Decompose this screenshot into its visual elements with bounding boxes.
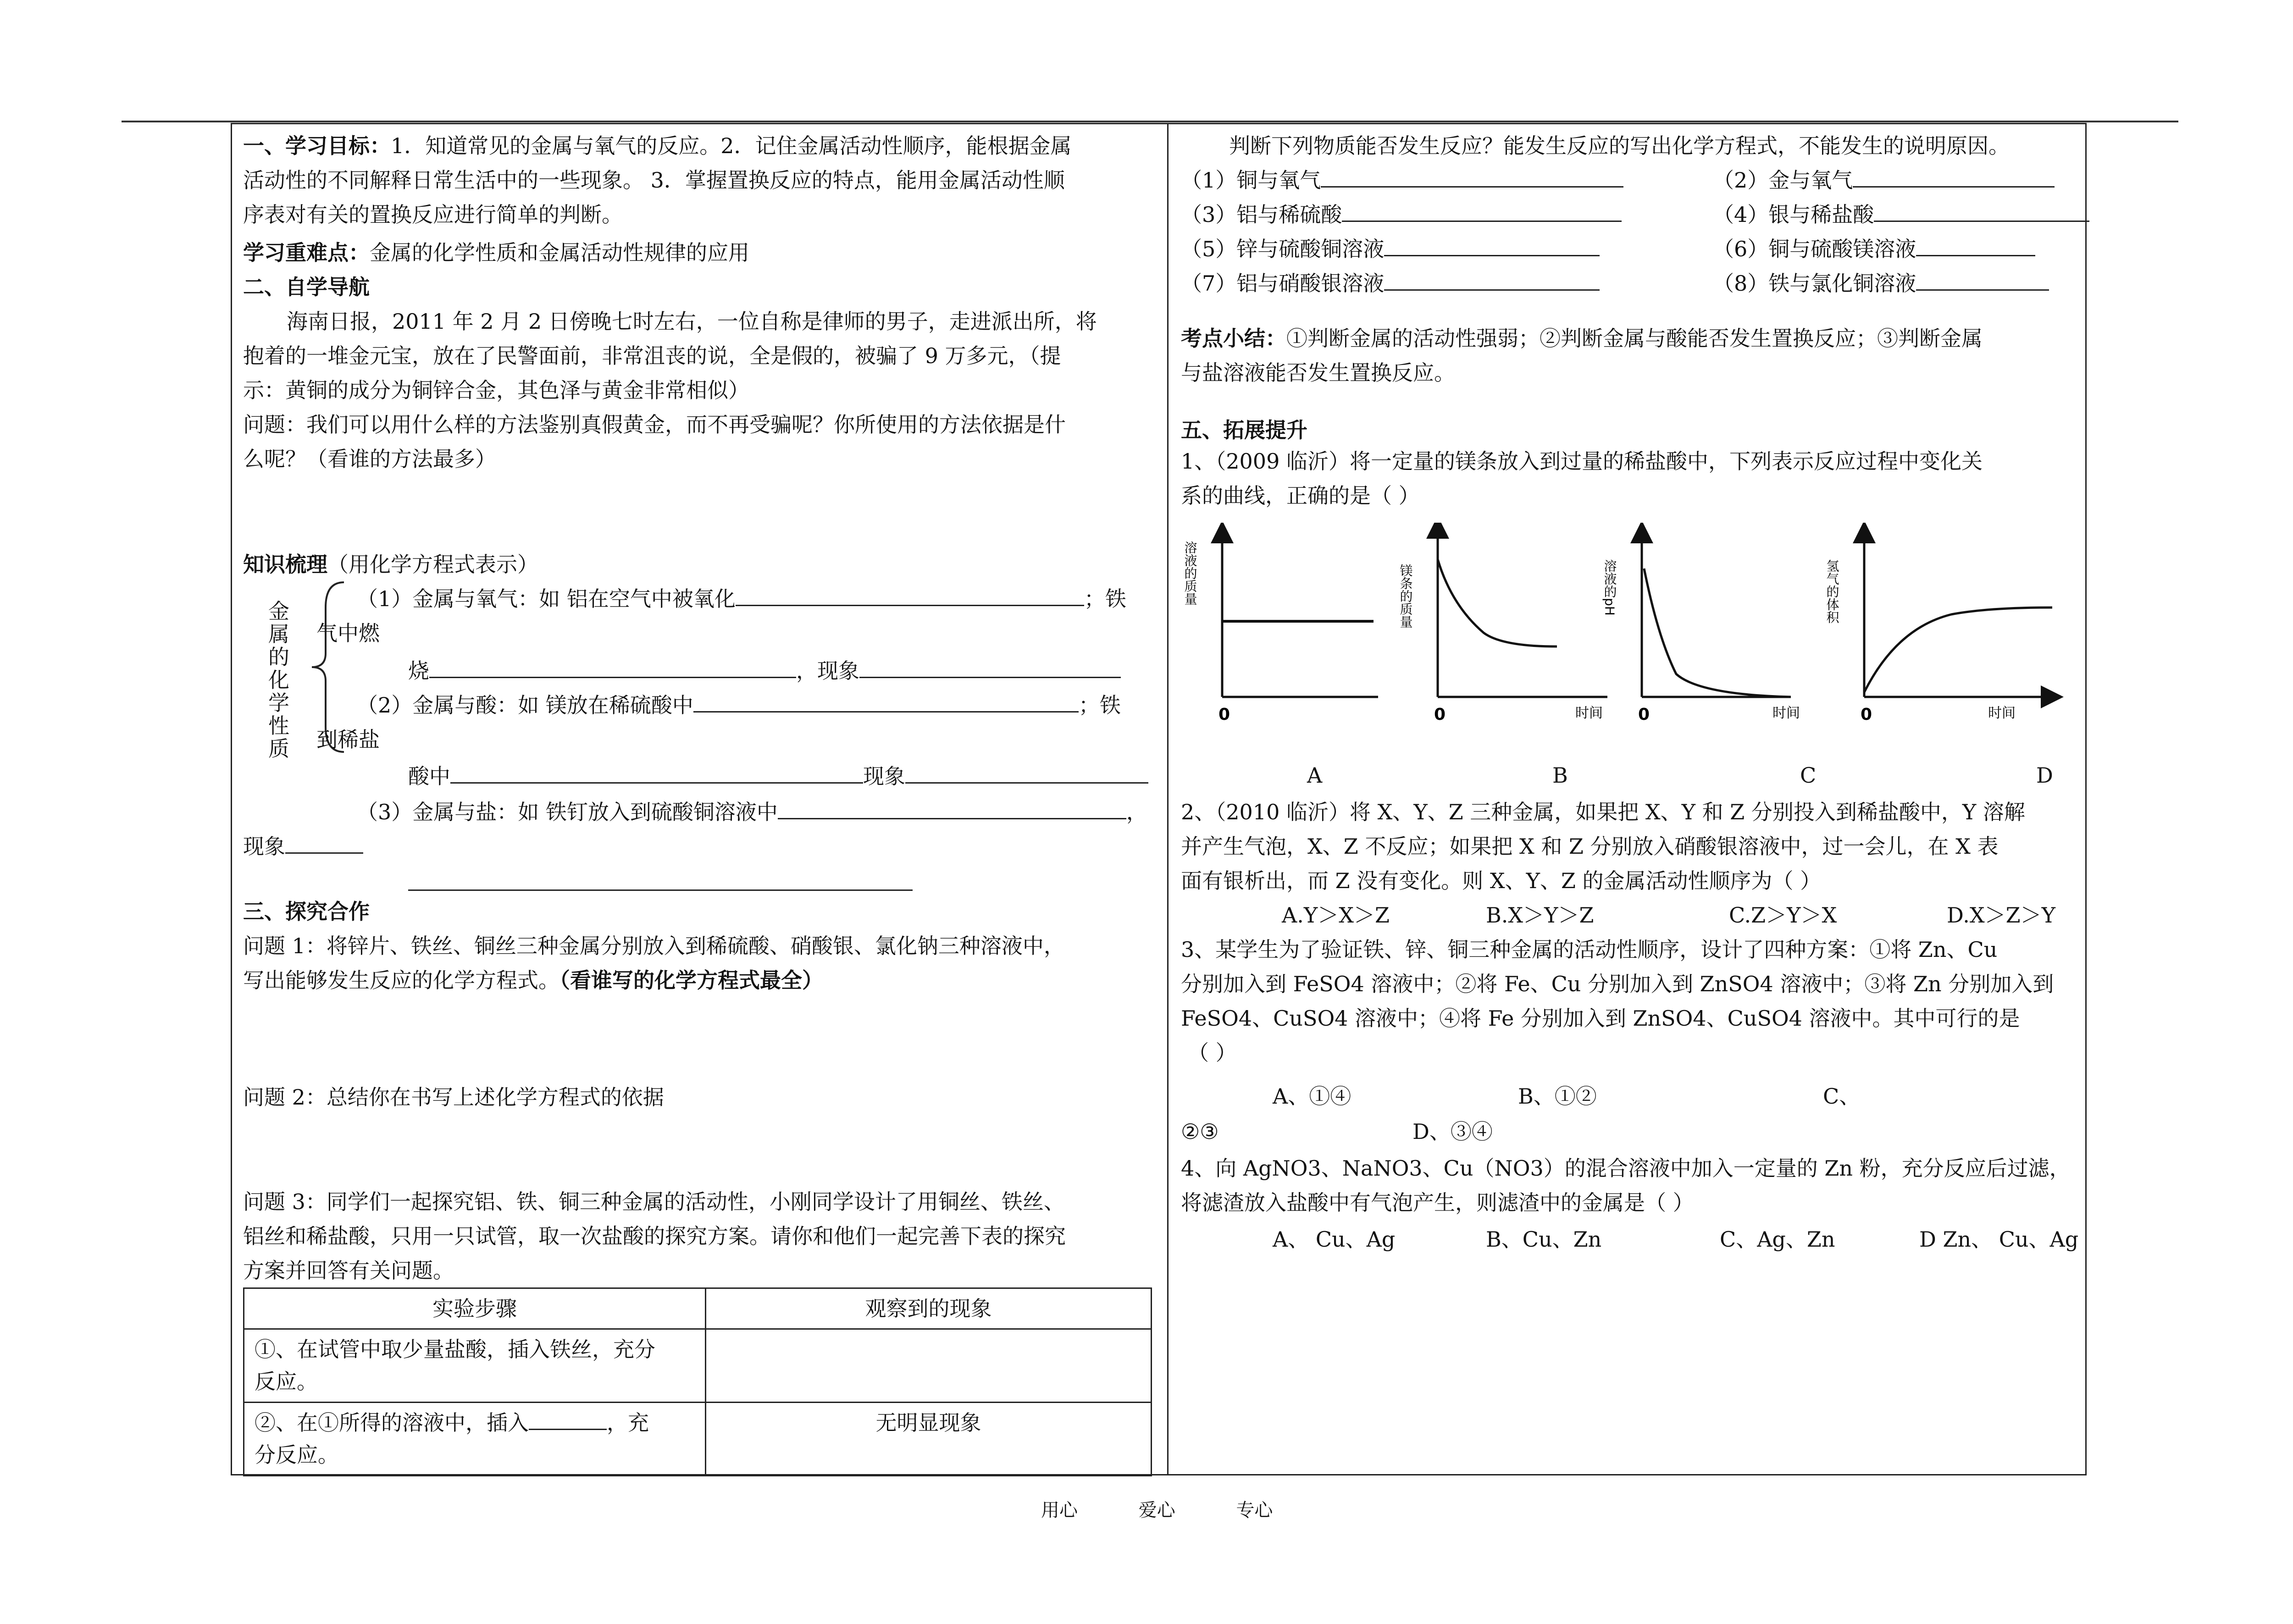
goals-line-1 [243, 128, 1072, 164]
p3-line-2: 分别加入到 FeSO4 溶液中；②将 Fe、Cu 分别加入到 ZnSO4 溶液中；③将 Zn 分别加入到 [1181, 972, 2054, 996]
q3-line-2: 铝丝和稀盐酸，只用一只试管，取一次盐酸的探究方案。请你和他们一起完善下表的探究 [243, 1224, 1066, 1248]
p3-line-4: （ ） [1188, 1040, 1237, 1065]
knowledge-label: 知识梳理 [243, 552, 327, 577]
option-d-label: D [2036, 763, 2053, 788]
goals-text: 1．知道常见的金属与氧气的反应。2．记住金属活动性顺序，能根据金属 [391, 133, 1072, 158]
cell-text-2: 反应。 [255, 1369, 318, 1394]
graph-c [1602, 532, 1800, 724]
p2-line-2: 并产生气泡，X、Z 不反应；如果把 X 和 Z 分别放入硝酸银溶液中，过一会儿，在 X 表 [1181, 834, 1999, 859]
list-item [1713, 266, 2049, 301]
list-item [1181, 232, 1600, 267]
item-text-5: （5）锌与硫酸铜溶液 [1181, 237, 1385, 261]
page-footer [1041, 1496, 1328, 1522]
intro-line: 判断下列物质能否发生反应？能发生反应的写出化学方程式，不能发生的说明原因。 [1229, 133, 2010, 158]
graph-c-origin: 0 [1638, 705, 1650, 724]
q3-line-1: 问题 3：同学们一起探究铝、铁、铜三种金属的活动性，小刚同学设计了用铜丝、铁丝、 [243, 1189, 1065, 1214]
footer-text-2: 爱心 [1138, 1500, 1175, 1521]
graph-d-ylabel: 氢气的体积 [1824, 559, 1840, 624]
summary-text: ①判断金属的活动性强弱；②判断金属与酸能否发生置换反应；③判断金属 [1286, 326, 1983, 351]
knowledge-heading [243, 547, 538, 582]
keypoints-label: 学习重难点： [243, 240, 370, 265]
section-2-heading: 二、自学导航 [243, 275, 370, 299]
cell-text: ①、在试管中取少量盐酸，插入铁丝，充分 [255, 1337, 655, 1362]
graph-c-xlabel: 时间 [1772, 705, 1800, 721]
k3-text-2: ， [1126, 800, 1147, 824]
p2-line-1: 2、（2010 临沂）将 X、Y、Z 三种金属，如果把 X、Y 和 Z 分别投入到稀盐酸中，Y 溶解 [1181, 800, 2025, 824]
item-text-8: （8）铁与氯化铜溶液 [1713, 271, 1916, 296]
cell-text-5: 分反应。 [255, 1442, 339, 1467]
p4-line-2: 将滤渣放入盐酸中有气泡产生，则滤渣中的金属是（ ） [1181, 1190, 1694, 1215]
graph-a-ylabel: 溶液的质量 [1182, 541, 1198, 605]
graph-c-curve [1644, 569, 1791, 697]
experiment-table [243, 1287, 1152, 1476]
k2-line-2: 到稀盐 [316, 727, 380, 752]
answer-blank[interactable] [1384, 266, 1600, 291]
table-cell-observation: 无明显现象 [706, 1403, 1152, 1476]
p3-option: D、③④ [1412, 1119, 1493, 1144]
p3-option: C、 [1823, 1084, 1861, 1109]
graph-d [1825, 532, 2053, 724]
answer-blank[interactable] [1874, 198, 2089, 222]
table-row [244, 1403, 1152, 1476]
p2-option: B.X＞Y＞Z [1486, 903, 1594, 928]
table-cell [244, 1329, 706, 1403]
k3-text: （3）金属与盐：如 铁钉放入到硫酸铜溶液中 [357, 800, 778, 824]
list-item [1181, 197, 1622, 232]
q1-line-2 [243, 963, 823, 998]
answer-blank[interactable] [1384, 232, 1600, 256]
graph-b-origin: 0 [1434, 705, 1446, 724]
vertical-label: 金属的化学性质 [268, 599, 289, 761]
section-5-heading: 五、拓展提升 [1181, 418, 1307, 442]
k3-blank-3[interactable] [408, 889, 913, 891]
goals-line-3: 序表对有关的置换反应进行简单的判断。 [243, 202, 623, 227]
question-line-2: 么呢？（看谁的方法最多） [243, 447, 496, 471]
list-item [1713, 163, 2055, 198]
graph-a-origin: 0 [1219, 705, 1230, 724]
p2-option: C.Z＞Y＞X [1729, 903, 1837, 928]
k3-text-3: 现象 [243, 834, 285, 859]
column-divider [1167, 123, 1169, 1475]
k2-blank-3[interactable] [905, 759, 1148, 784]
graph-b-curve [1438, 559, 1557, 646]
answer-blank[interactable] [1321, 163, 1623, 188]
k1-blank-2[interactable] [429, 654, 796, 678]
goals-line-2: 活动性的不同解释日常生活中的一些现象。 3．掌握置换反应的特点，能用金属活动性顺 [243, 168, 1065, 193]
option-b-label: B [1552, 763, 1568, 788]
p4-option: D Zn、 Cu、Ag [1919, 1227, 2079, 1252]
item-text: （1）铜与氧气 [1181, 168, 1321, 193]
option-c-label: C [1800, 763, 1817, 788]
answer-blank[interactable] [1342, 198, 1622, 222]
k2-line [357, 688, 1121, 723]
p2-line-3: 面有银析出，而 Z 没有变化。则 X、Y、Z 的金属活动性顺序为（ ） [1181, 868, 1822, 893]
q1-bold: （看谁写的化学方程式最全） [559, 968, 823, 993]
p3-line-3: FeSO4、CuSO4 溶液中；④将 Fe 分别加入到 ZnSO4、CuSO4 溶液中。其中可行的是 [1181, 1006, 2020, 1031]
keypoints-line [243, 235, 749, 271]
k2-blank-1[interactable] [693, 688, 1079, 713]
table-blank[interactable] [529, 1408, 607, 1430]
p3-option: ②③ [1181, 1119, 1219, 1144]
section-3-heading: 三、探究合作 [243, 899, 370, 924]
table-header-observation: 观察到的现象 [706, 1288, 1152, 1329]
k2-text-4: 现象 [863, 764, 905, 789]
table-row [244, 1329, 1152, 1403]
p4-line-1: 4、向 AgNO3、NaNO3、Cu（NO3）的混合溶液中加入一定量的 Zn 粉，充分反应后过滤， [1181, 1156, 2071, 1181]
story-line-3: 示：黄铜的成分为铜锌合金，其色泽与黄金非常相似） [243, 378, 749, 403]
k2-blank-2[interactable] [450, 759, 863, 784]
k3-blank-1[interactable] [778, 795, 1126, 819]
p1-line-2: 系的曲线，正确的是（ ） [1181, 483, 1420, 508]
graph-d-curve [1864, 608, 2052, 692]
k3-blank-2[interactable] [285, 829, 363, 854]
answer-blank[interactable] [1853, 163, 2055, 188]
k1-line [357, 581, 1126, 617]
p4-option: A、 Cu、Ag [1273, 1227, 1396, 1252]
k1-line-2: 气中燃 [316, 621, 380, 646]
header-rule [122, 121, 2178, 122]
cell-text-3: ②、在①所得的溶液中，插入 [255, 1410, 529, 1435]
knowledge-note: （用化学方程式表示） [327, 552, 538, 577]
graph-c-ylabel: 溶液的pH [1602, 559, 1617, 616]
item-text-4: （4）银与稀盐酸 [1713, 202, 1874, 227]
keypoints-text: 金属的化学性质和金属活动性规律的应用 [370, 240, 749, 265]
p3-option: A、①④ [1273, 1084, 1351, 1109]
q1-text: 写出能够发生反应的化学方程式。 [243, 968, 559, 993]
footer-text: 用心 [1041, 1500, 1078, 1521]
k2-text-2: ；铁 [1078, 693, 1121, 718]
k3-line-2 [243, 829, 363, 864]
story-line-2: 抱着的一堆金元宝，放在了民警面前，非常沮丧的说，全是假的，被骗了 9 万多元，（提 [243, 343, 1061, 368]
k1-text-4: ，现象 [796, 658, 859, 683]
cell-text-4: ，充 [607, 1410, 649, 1435]
table-header-step: 实验步骤 [244, 1288, 706, 1329]
option-graphs [1181, 523, 2075, 734]
k3-line [357, 795, 1147, 830]
answer-blank[interactable] [1916, 232, 2035, 256]
q2-line: 问题 2：总结你在书写上述化学方程式的依据 [243, 1085, 664, 1110]
list-item [1181, 266, 1600, 301]
item-text-3: （3）铝与稀硫酸 [1181, 202, 1342, 227]
table-header-row [244, 1288, 1152, 1329]
q1-line-1: 问题 1：将锌片、铁丝、铜丝三种金属分别放入到稀硫酸、硝酸银、氯化钠三种溶液中， [243, 934, 1065, 958]
k2-line-3 [408, 759, 1148, 794]
item-text-2: （2）金与氧气 [1713, 168, 1853, 193]
graph-d-origin: 0 [1861, 705, 1872, 724]
graph-b [1398, 527, 1608, 724]
list-item [1713, 232, 2035, 267]
item-text-6: （6）铜与硫酸镁溶液 [1713, 237, 1916, 261]
graph-b-ylabel: 镁条的质量 [1398, 564, 1413, 628]
option-a-label: A [1307, 763, 1323, 788]
question-line-1: 问题：我们可以用什么样的方法鉴别真假黄金，而不再受骗呢？你所使用的方法依据是什 [243, 412, 1066, 437]
summary-line-2: 与盐溶液能否发生置换反应。 [1181, 360, 1455, 385]
q3-line-3: 方案并回答有关问题。 [243, 1258, 454, 1283]
p3-option: B、①② [1518, 1084, 1597, 1109]
graph-a [1183, 532, 1379, 724]
p4-option: B、Cu、Zn [1486, 1227, 1602, 1252]
p2-option: A.Y＞X＞Z [1282, 903, 1390, 928]
k1-text-3: 烧 [408, 658, 429, 683]
k1-blank-3[interactable] [859, 654, 1121, 678]
p4-option: C、Ag、Zn [1720, 1227, 1835, 1252]
table-cell [244, 1403, 706, 1476]
k2-text-3: 酸中 [408, 764, 450, 789]
list-item [1713, 197, 2089, 232]
p3-line-1: 3、某学生为了验证铁、锌、铜三种金属的活动性顺序，设计了四种方案：①将 Zn、Cu [1181, 937, 1998, 962]
graph-d-xlabel: 时间 [1988, 705, 2016, 721]
table-cell-answer[interactable] [706, 1329, 1152, 1403]
k2-text: （2）金属与酸：如 镁放在稀硫酸中 [357, 693, 693, 718]
k1-blank-1[interactable] [736, 582, 1084, 606]
k1-text: （1）金属与氧气：如 铝在空气中被氧化 [357, 586, 736, 611]
footer-text-3: 专心 [1236, 1500, 1273, 1521]
summary-line-1 [1181, 321, 1983, 356]
k1-line-3 [408, 653, 1121, 689]
list-item [1181, 163, 1623, 198]
item-text-7: （7）铝与硝酸银溶液 [1181, 271, 1385, 296]
summary-label: 考点小结： [1181, 326, 1286, 351]
answer-blank[interactable] [1916, 266, 2049, 291]
k1-text-2: ；铁 [1084, 586, 1126, 611]
p2-option: D.X＞Z＞Y [1947, 903, 2055, 928]
graph-b-xlabel: 时间 [1575, 705, 1603, 721]
section-1-heading: 一、学习目标： [243, 133, 391, 158]
story-line-1: 海南日报，2011 年 2 月 2 日傍晚七时左右，一位自称是律师的男子，走进派出所，将 [287, 309, 1097, 334]
p1-line-1: 1、（2009 临沂）将一定量的镁条放入到过量的稀盐酸中，下列表示反应过程中变化关 [1181, 449, 1983, 474]
